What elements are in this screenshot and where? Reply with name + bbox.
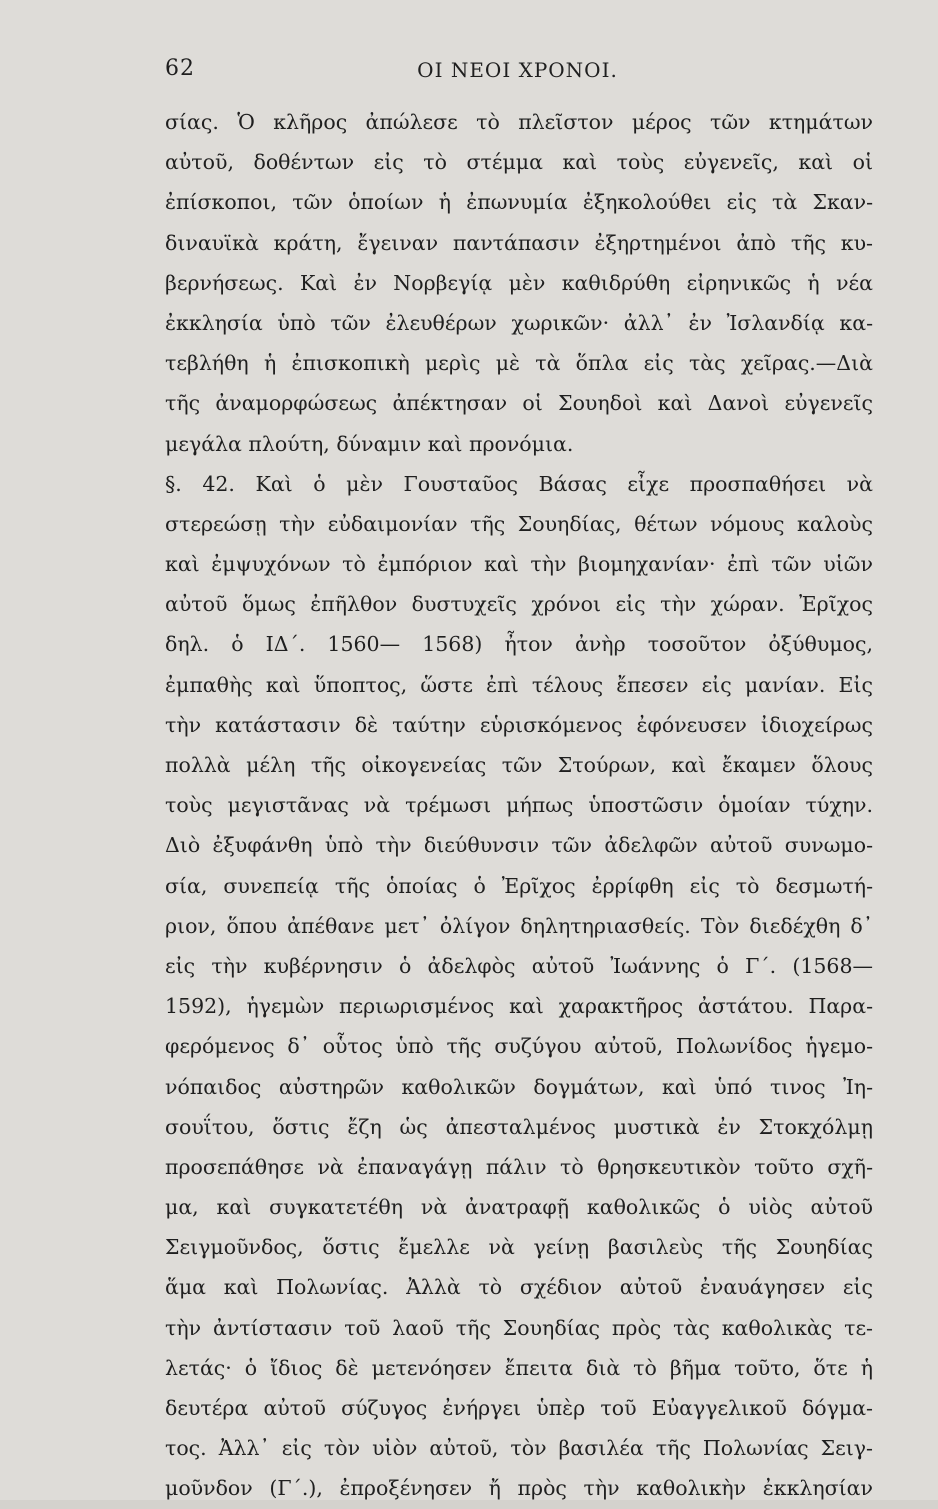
text-line: αὐτοῦ ὅμως ἐπῆλθον δυστυχεῖς χρόνοι εἰς τὴν χώραν. Ἐρῖχος: [165, 592, 873, 617]
text-line: ἅμα καὶ Πολωνίας. Ἀλλὰ τὸ σχέδιον αὐτοῦ ἐναυάγησεν εἰς: [165, 1275, 873, 1300]
page-header: [165, 52, 870, 92]
body-text: [165, 102, 873, 1509]
text-line: 1592), ἡγεμὼν περιωρισμένος καὶ χαρακτῆρος ἀστάτου. Παρα-: [165, 994, 873, 1019]
text-line: ἐκκλησία ὑπὸ τῶν ἐλευθέρων χωρικῶν· ἀλλ᾽ ἐν Ἰσλανδίᾳ κα-: [165, 310, 873, 335]
text-line: νόπαιδος αὐστηρῶν καθολικῶν δογμάτων, καὶ ὑπό τινος Ἰη-: [165, 1074, 873, 1099]
text-line: Σειγμοῦνδος, ὅστις ἔμελλε νὰ γείνῃ βασιλεὺς τῆς Σουηδίας: [165, 1235, 873, 1260]
text-line: σία, συνεπείᾳ τῆς ὁποίας ὁ Ἐρῖχος ἐρρίφθη εἰς τὸ δεσμωτή-: [165, 873, 873, 898]
text-line: διναυϊκὰ κράτη, ἔγειναν παντάπασιν ἐξηρτημένοι ἀπὸ τῆς κυ-: [165, 230, 873, 255]
text-line: τὴν ἀντίστασιν τοῦ λαοῦ τῆς Σουηδίας πρὸς τὰς καθολικὰς τε-: [165, 1315, 873, 1340]
text-line: αὐτοῦ, δοθέντων εἰς τὸ στέμμα καὶ τοὺς εὐγενεῖς, καὶ οἱ: [165, 150, 873, 175]
page-number: 62: [165, 56, 195, 81]
text-line: τεβλήθη ἡ ἐπισκοπικὴ μερὶς μὲ τὰ ὅπλα εἰς τὰς χεῖρας.—Διὰ: [165, 351, 873, 376]
text-line: φερόμενος δ᾽ οὗτος ὑπὸ τῆς συζύγου αὐτοῦ, Πολωνίδος ἡγεμο-: [165, 1034, 873, 1059]
text-line: Διὸ ἐξυφάνθη ὑπὸ τὴν διεύθυνσιν τῶν ἀδελφῶν αὐτοῦ συνωμο-: [165, 833, 873, 858]
text-line: λετάς· ὁ ἴδιος δὲ μετενόησεν ἔπειτα διὰ τὸ βῆμα τοῦτο, ὅτε ἡ: [165, 1355, 873, 1380]
text-line: εἰς τὴν κυβέρνησιν ὁ ἀδελφὸς αὐτοῦ Ἰωάννης ὁ Γ΄. (1568—: [165, 953, 873, 978]
text-line: δευτέρα αὐτοῦ σύζυγος ἐνήργει ὑπὲρ τοῦ Εὐαγγελικοῦ δόγμα-: [165, 1396, 873, 1420]
text-line: τῆς ἀναμορφώσεως ἀπέκτησαν οἱ Σουηδοὶ καὶ Δανοὶ εὐγενεῖς: [165, 391, 873, 416]
text-line: προσεπάθησε νὰ ἐπαναγάγῃ πάλιν τὸ θρησκευτικὸν τοῦτο σχῆ-: [165, 1154, 873, 1179]
text-line: τος. Ἀλλ᾽ εἰς τὸν υἱὸν αὐτοῦ, τὸν βασιλέα τῆς Πολωνίας Σειγ-: [165, 1436, 873, 1461]
text-line: πολλὰ μέλη τῆς οἰκογενείας τῶν Στούρων, καὶ ἔκαμεν ὅλους: [165, 753, 873, 777]
text-line: βερνήσεως. Καὶ ἐν Νορβεγίᾳ μὲν καθιδρύθη εἰρηνικῶς ἡ νέα: [165, 270, 873, 295]
text-line: καὶ ἐμψυχόνων τὸ ἐμπόριον καὶ τὴν βιομηχανίαν· ἐπὶ τῶν υἱῶν: [165, 552, 873, 577]
running-title: ΟΙ ΝΕΟΙ ΧΡΟΝΟΙ.: [417, 58, 618, 82]
text-line: ἐμπαθὴς καὶ ὕποπτος, ὥστε ἐπὶ τέλους ἔπεσεν εἰς μανίαν. Εἰς: [165, 672, 873, 697]
text-line: δηλ. ὁ ΙΔ΄. 1560— 1568) ἦτον ἀνὴρ τοσοῦτον ὀξύθυμος,: [165, 632, 873, 657]
text-line: μα, καὶ συγκατετέθη νὰ ἀνατραφῇ καθολικῶς ὁ υἱὸς αὐτοῦ: [165, 1195, 873, 1220]
text-line: §. 42. Καὶ ὁ μὲν Γουσταῦος Βάσας εἶχε προσπαθήσει νὰ: [165, 471, 873, 496]
text-line: ριον, ὅπου ἀπέθανε μετ᾽ ὀλίγον δηλητηριασθείς. Τὸν διεδέχθη δ᾽: [165, 913, 873, 938]
text-line: τὴν κατάστασιν δὲ ταύτην εὑρισκόμενος ἐφόνευσεν ἰδιοχείρως: [165, 712, 873, 737]
text-line: στερεώσῃ τὴν εὐδαιμονίαν τῆς Σουηδίας, θέτων νόμους καλοὺς: [165, 511, 873, 536]
text-line: σίας. Ὁ κλῆρος ἀπώλεσε τὸ πλεῖστον μέρος τῶν κτημάτων: [165, 110, 873, 134]
text-line: μοῦνδον (Γ΄.), ἐπροξένησεν ἤ πρὸς τὴν καθολικὴν ἐκκλησίαν: [165, 1476, 873, 1501]
text-line: σουΐτου, ὅστις ἔζη ὡς ἀπεσταλμένος μυστικὰ ἐν Στοκχόλμῃ: [165, 1114, 873, 1139]
text-line: τοὺς μεγιστᾶνας νὰ τρέμωσι μήπως ὑποστῶσιν ὁμοίαν τύχην.: [165, 793, 873, 818]
text-line: ἐπίσκοποι, τῶν ὁποίων ἡ ἐπωνυμία ἐξηκολούθει εἰς τὰ Σκαν-: [165, 190, 873, 215]
text-line: μεγάλα πλούτη, δύναμιν καὶ προνόμια.: [165, 431, 574, 456]
